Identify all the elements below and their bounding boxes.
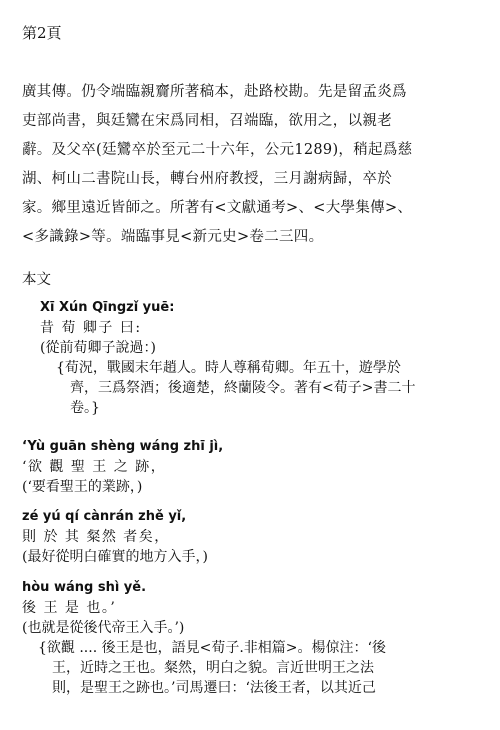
chinese-line: 則 於 其 粲然 者矣，	[22, 529, 170, 545]
intro-line: <多識錄>等。端臨事見<新元史>卷二三四。	[22, 229, 324, 245]
pinyin-line: zé yú qí cànrán zhě yǐ,	[22, 509, 187, 524]
chinese-line: 昔 荀 卿子 曰:	[40, 320, 142, 336]
translation-line: (從前荀卿子說過：)	[40, 340, 156, 356]
translation-line: (‘要看聖王的業跡，)	[22, 479, 143, 495]
text-block-1	[40, 298, 500, 418]
annotation-line: {荀況，戰國末年趙人。時人尊稱荀卿。年五十，遊學於	[56, 360, 401, 376]
annotation-line: 卷。}	[70, 400, 100, 416]
pinyin-line: ‘Yù guān shèng wáng zhī jì,	[22, 439, 224, 454]
intro-line: 辭。及父卒(廷鸞卒於至元二十六年，公元1289)，稍起爲慈	[22, 142, 413, 158]
text-block-3	[22, 507, 482, 567]
text-block-2	[22, 437, 482, 497]
intro-line: 廣其傳。仍令端臨親齎所著稿本，赴路校勘。先是留孟炎爲	[22, 84, 407, 100]
intro-line: 吏部尚書，與廷鸞在宋爲同相，召端臨，欲用之，以親老	[22, 113, 392, 129]
pinyin-line: hòu wáng shì yě.	[22, 580, 147, 595]
text-block-4	[22, 578, 482, 698]
annotation-line: 齊，三爲祭酒；後適楚，終蘭陵令。著有<荀子>書二十	[70, 380, 416, 396]
intro-line: 湖、柯山二書院山長，轉台州府教授，三月謝病歸，卒於	[22, 171, 392, 187]
chinese-line: ‘欲 觀 聖 王 之 跡，	[22, 459, 167, 475]
chinese-line: 後 王 是 也。’	[22, 600, 117, 616]
annotation-line: {欲觀 .... 後王是也，語見<荀子.非相篇>。楊倞注：‘後	[38, 640, 386, 656]
annotation-line: 王，近時之王也。粲然，明白之貌。言近世明王之法	[52, 660, 374, 676]
translation-line: (最好從明白確實的地方入手，)	[22, 549, 208, 565]
translation-line: (也就是從後代帝王入手。’)	[22, 620, 185, 636]
page-number: 第2頁	[22, 24, 62, 42]
intro-line: 家。鄉里遠近皆師之。所著有<文獻通考>、<大學集傳>、	[22, 200, 413, 216]
pinyin-line: Xī Xún Qīngzǐ yuē:	[40, 300, 175, 315]
section-heading: 本文	[22, 272, 51, 288]
intro-paragraph	[22, 78, 482, 252]
annotation-line: 則，是聖王之跡也。’司馬遷曰：‘法後王者，以其近己	[52, 680, 376, 696]
